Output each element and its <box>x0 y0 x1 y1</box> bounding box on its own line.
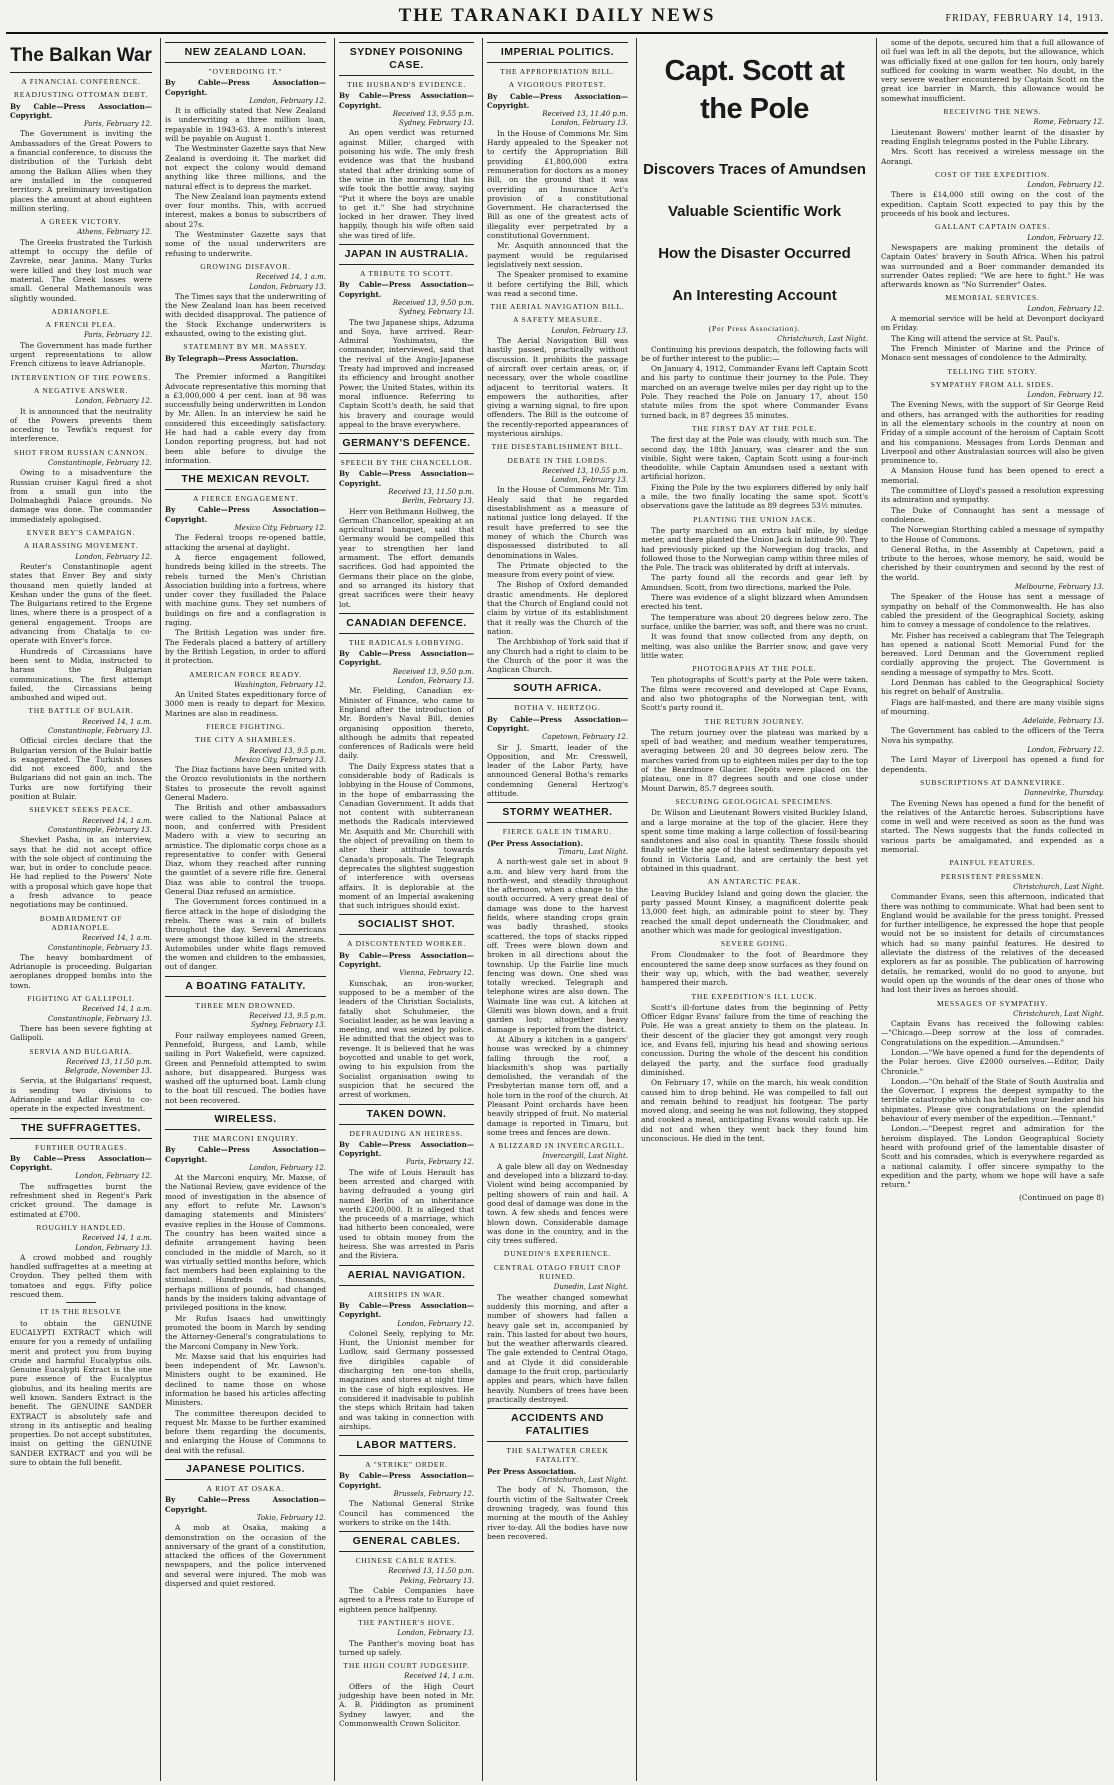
dateline: Received 13, 11.50 p.m. <box>66 1057 152 1066</box>
paragraph: The Aerial Navigation Bill was hastily passed, practically without discussion. It prohibits the passage of aircraft over certain areas, or, if necessary, over the whole coastline adjacent to territorial waters. It empowers the authorities, after giving a warning signal, to fire upon offenders. The Bill is the outcome of the recently-reported appearances of mysterious airships. <box>487 336 628 438</box>
article-title: GENERAL CABLES. <box>339 1531 474 1552</box>
dateline: London, February 12. <box>249 96 326 105</box>
section-subhead: THE RETURN JOURNEY. <box>704 716 805 726</box>
section-head: SHEVKET SEEKS PEACE. <box>29 805 133 815</box>
paragraph: Dr. Wilson and Lieutenant Bowers visited Buckley Island, and a large moraine at the top of the glacier. Here they spent some time making a large collection of fossil-bearing sandstones and also coal in quantity. These fossils should finally settle the age of the latest sedimentary deposits yet found in Victoria Land, and are certainly the best yet obtained in this quadrant. <box>641 808 868 874</box>
dateline: London, February 12. <box>1027 391 1104 400</box>
masthead <box>6 0 1108 34</box>
article-title: A BOATING FATALITY. <box>165 976 326 997</box>
article-title: SYDNEY POISONING CASE. <box>339 42 474 76</box>
section-subhead: A TRIBUTE TO SCOTT. <box>359 269 454 279</box>
dateline: Constantinople, February 13. <box>47 943 152 952</box>
dateline: Timaru, Last Night. <box>558 847 628 856</box>
paragraph: The party marched on an extra half mile, by sledge meter, and there planted the Union Jack in latitude 90. They had previously picked up the Norwegian dog tracks, and followed those to the Norwegian camp within three miles of the Pole. The track was obliterated by drift at intervals. <box>641 525 868 573</box>
byline: By Cable—Press Association—Copyright. <box>487 91 628 110</box>
paragraph: From Cloudmaker to the foot of Beardmore they encountered the same deep snow surfaces as they found on their way up, which, with the bad weather, severely hampered their march. <box>641 950 868 988</box>
feature-headline: Capt. Scott at the Pole <box>664 55 845 125</box>
dateline: Melbourne, February 13. <box>1015 583 1104 592</box>
paragraph: Flags are half-masted, and there are many visible signs of mourning. <box>881 697 1104 716</box>
dateline: London, February 12. <box>397 1319 474 1328</box>
section-subhead: READJUSTING OTTOMAN DEBT. <box>13 90 149 100</box>
section-head: ENVER BEY'S CAMPAIGN. <box>26 528 136 538</box>
paragraph: The British and other ambassadors were called to the National Palace at noon, and conferred with President Madero with a view to securing an armistice. The diplomatic corps chose as a representative to confer with General Diaz, whom they reached after running the gauntlet of a severe rifle fire. General Diaz was able to control the troops. General Diaz refused an armistice. <box>165 803 326 897</box>
byline: By Cable—Press Association—Copyright. <box>165 505 326 524</box>
dateline: Received 14, 1 a.m. <box>82 816 152 825</box>
paragraph: The Premier informed a Rangitikei Advocate representative this morning that a £3,000,000 4 per cent. loan at 98 was successfully being underwritten in London by Mr. Allen. In an interview he said he considered this exceedingly satisfactory. He had had a cable every day from London reporting progress, but had not been able before to divulge the information. <box>165 372 326 465</box>
newspaper-title: THE TARANAKI DAILY NEWS <box>398 5 716 26</box>
paragraph: Mr Rufus Isaacs had unwittingly promoted the boom in March by sending the Attorney-General's congratulations to the Marconi Company in New York. <box>165 1313 326 1351</box>
paragraph: The British Legation was under fire. The Federals placed a battery of artillery by the British Legation, in order to afford it protection. <box>165 628 326 666</box>
dateline: Received 13, 9.5 p.m. <box>249 746 326 755</box>
byline: By Cable—Press Association—Copyright. <box>339 1139 474 1159</box>
paragraph: The wife of Louis Herault has been arrested and charged with having defrauded a young girl named Berlin of an inheritance worth £200,000. It is alleged that the proceeds of a marriage, which had hitherto been concealed, were used to obtain money from the heiress. She was arrested in Paris and the Riviera. <box>339 1167 474 1261</box>
paragraph: The Lord Mayor of Liverpool has opened a fund for dependents. <box>881 755 1104 774</box>
dateline: Belgrade, November 13. <box>64 1067 152 1076</box>
article-title: CANADIAN DEFENCE. <box>339 613 474 634</box>
byline: (Per Press Association). <box>487 838 584 848</box>
dateline: London, February 12. <box>75 1172 152 1181</box>
dateline: Constantinople, February 13. <box>47 1014 152 1023</box>
paragraph: Mr. Asquith announced that the payment would be regularised legislatively next session. <box>487 241 628 269</box>
section-subhead: THE AERIAL NAVIGATION BILL. <box>490 302 625 312</box>
paragraph: The weather changed somewhat suddenly this morning, and after a number of showers had fallen a heavy gale set in, accompanied by rain. This lasted for about two hours, but the weather afterwards cleared. The gale extended to Central Otago, and at Clyde it did considerable damage to the fruit crop, particularly apples and pears, which have fallen heavily. Numbers of trees have been practically destroyed. <box>487 1292 628 1404</box>
dateline: Received 13, 9.50 p.m. <box>392 298 474 307</box>
paragraph: some of the depots, secured him that a full allowance of oil fuel was left in all the depots, but the allowance, which was officially fixed at one gallon for ten hours, only barely sufficed for cooking in warm weather. No doubt, in the very severe weather encountered by Captain Scott on the great ice barrier in March, this allowance would be somewhat insufficient. <box>881 38 1104 103</box>
section-subhead: GALLANT CAPTAIN OATES. <box>935 222 1050 232</box>
paragraph: Owing to a misadventure the Russian cruiser Kagul fired a shot from a small gun into the Dolmabaghdi Palace grounds. No damage was done. The commander immediately apologised. <box>10 468 152 524</box>
paragraph: Mr. Fielding, Canadian ex-Minister of Finance, who came to England after the introduction of Mr. Borden's Naval Bill, denies organising opposition thereto, although he admits that repeated conferences of Radicals were held daily. <box>339 686 474 761</box>
dateline: Athens, February 12. <box>77 228 152 237</box>
paragraph: Continuing his previous despatch, the following facts will be of further interest to the public:— <box>641 344 868 363</box>
article-title: TAKEN DOWN. <box>339 1104 474 1125</box>
paragraph: The first day at the Pole was cloudy, with much sun. The second day, the 18th January, was clearer and the sun visible. Sight were taken, Captain Scott using a four-inch theodolite, while Captain Amundsen used a sextant with artificial horizon. <box>641 435 868 482</box>
byline: (Per Press Association). <box>708 324 801 333</box>
section-subhead: RECEIVING THE NEWS. <box>943 107 1042 117</box>
dateline: London, February 12. <box>1027 304 1104 313</box>
section-subhead: DEBATE IN THE LORDS. <box>507 455 608 465</box>
article-title: NEW ZEALAND LOAN. <box>165 42 326 63</box>
section-subhead: THE DISESTABLISHMENT BILL. <box>491 442 624 452</box>
section-subhead: SPEECH BY THE CHANCELLOR. <box>340 458 473 468</box>
dateline: Sydney, February 13. <box>398 119 474 128</box>
paragraph: General Botha, in the Assembly at Capetown, paid a tribute to the heroes, whose memory, he said, would be cherished by their countrymen and second by the rest of the world. <box>881 544 1104 582</box>
paragraph: The Speaker of the House has sent a message of sympathy on behalf of the Commonwealth. He has also cabled the president of the Geographical Society, asking him to convey a message of condolence to the relatives. <box>881 592 1104 630</box>
section-head: A GREEK VICTORY. <box>40 217 122 227</box>
dateline: Received 14, 1 a.m. <box>82 1005 152 1014</box>
paragraph: In the House of Commons Mr. Sim Hardy appealed to the Speaker not to certify the Appropriation Bill providing £1,800,000 extra remuneration for doctors as a money Bill, on the ground that it was overriding an Insurance Act's provision of a constitutional Government. He characterised the Bill as one of the greatest acts of illegality ever perpetrated by a constitutional Government. <box>487 128 628 241</box>
section-head: SERVIA AND BULGARIA. <box>29 1046 133 1056</box>
paragraph: The Panther's moving boat has turned up safely. <box>339 1638 474 1657</box>
section-subhead: A BLIZZARD IN INVERCARGILL. <box>489 1141 626 1151</box>
section-subhead: THE HIGH COURT JUDGESHIP. <box>343 1661 470 1671</box>
paragraph: There was evidence of a slight blizzard when Amundsen erected his tent. <box>641 593 868 612</box>
dateline: London, February 12. <box>1027 746 1104 755</box>
paragraph: The Federal troops re-opened battle, attacking the arsenal at daylight. <box>165 533 326 552</box>
article-title: JAPAN IN AUSTRALIA. <box>339 244 474 265</box>
dateline: Christchurch, Last Night. <box>1013 1009 1104 1018</box>
section-subhead: PERSISTENT PRESSMEN. <box>940 871 1045 881</box>
paragraph: The French Minister of Marine and the Prince of Monaco sent messages of condolence to the Admiralty. <box>881 343 1104 363</box>
section-subhead: AIRSHIPS IN WAR. <box>367 1289 445 1299</box>
section-subhead: SUBSCRIPTIONS AT DANNEVIRKE. <box>920 777 1065 787</box>
dateline: Received 14, 1 a.m. <box>82 717 152 726</box>
article-title: AERIAL NAVIGATION. <box>339 1265 474 1286</box>
paragraph: In the House of Commons Mr. Tim Healy said that he regarded disestablishment as a measure of national justice long delayed. If the result have preferred to see the money of which the Church was dispossessed distributed to all denominations in Wales. <box>487 485 628 560</box>
dateline: Paris, February 12. <box>406 1158 474 1167</box>
article-title: GERMANY'S DEFENCE. <box>339 433 474 454</box>
paragraph: An open verdict was returned against Miller, charged with poisoning his wife. The only fresh evidence was that the husband stated that after drinking some of the wine in the morning that his wife took the bottle away, saying "Put it where the boys are unable to get it." She had strychnine locked in her drawer. They lived happily, though his wife often said she was tired of life. <box>339 128 474 240</box>
dateline: Christchurch, Last Night. <box>1013 882 1104 891</box>
section-subhead: SECURING GEOLOGICAL SPECIMENS. <box>675 796 834 806</box>
section-subhead: MEMORIAL SERVICES. <box>945 293 1040 303</box>
dateline: London, February 13. <box>551 119 628 128</box>
dateline: London, February 13. <box>75 1243 152 1252</box>
dateline: Paris, February 12. <box>84 120 152 129</box>
column-1 <box>6 38 156 1781</box>
dateline: Received 13, 10.55 p.m. <box>542 466 628 475</box>
section-subhead: THE RADICALS LOBBYING. <box>348 637 465 647</box>
section-subhead: COST OF THE EXPEDITION. <box>935 169 1050 179</box>
section-subhead: A "STRIKE" ORDER. <box>365 1460 448 1470</box>
dateline: London, February 12. <box>1027 233 1104 242</box>
dateline: London, February 13. <box>397 1629 474 1638</box>
section-subhead: A RIOT AT OSAKA. <box>206 1484 285 1494</box>
dateline: Rome, February 12. <box>1033 118 1104 127</box>
paragraph: The heavy bombardment of Adrianople is proceeding. Bulgarian aeroplanes dropped bombs into the town. <box>10 952 152 990</box>
column-3 <box>334 38 478 1781</box>
paragraph: Commander Evans, seen this afternoon, indicated that there was nothing to communicate. What had been sent to England would be available for the press tonight. Pressed for further intelligence, he expressed the hope that people would not be so insistent for details of circumstances which had so many painful features. He desired to alleviate the distress of the relatives of the deceased explorers as far as possible. The publication of harrowing details, he remarked, would do no good to anyone, but would open up the wounds of the dear ones of those who had lost their lives as heroes should. <box>881 892 1104 995</box>
section-subhead: A SAFETY MEASURE. <box>512 315 603 325</box>
byline: By Cable—Press Association—Copyright. <box>339 1300 474 1320</box>
paragraph: A memorial service will be held at Devonport dockyard on Friday. <box>881 314 1104 333</box>
feature-subheadline: Discovers Traces of Amundsen <box>643 161 866 178</box>
paragraph: The Evening News, with the support of Sir George Reid and others, has arranged with the authorities for reading in all the elementary schools in the country at noon on Friday of a simple account of the heroism of Captain Scott and his companions. Messages from Lords Denman and Liverpool and other Australasian sources will also be given prominence to. <box>881 400 1104 466</box>
paragraph: The return journey over the plateau was marked by a spell of bad weather, and medium weather temperatures, averaging between 20 and 30 degrees below zero. The marches varied from up to eighteen miles per day to the top of the Beardmore Glacier. Depôts were placed on the plateau, one in 87 degrees south and one close under Mount Darwin, 85.7 degrees south. <box>641 727 868 793</box>
paragraph: London.—"Deepest regret and admiration for the heroism displayed. The London Geographical Society heard with profound grief of the lamentable disaster of Scott and his comrades, which is everywhere regarded as a national calamity. I offer sincere sympathy to the expedition and the party, whom we hope will have a safe return." <box>881 1124 1104 1190</box>
section-head: SHOT FROM RUSSIAN CANNON. <box>14 447 148 457</box>
dateline: Brussels, February 12. <box>393 1490 474 1498</box>
byline: By Cable—Press Association—Copyright. <box>165 1495 326 1514</box>
section-head: STATEMENT BY MR. MASSEY. <box>183 342 308 352</box>
paragraph: The Westminster Gazette says that New Zealand is overdoing it. The market did not expect the colony would demand anything like three millions, and the natural effect is to depress the market. <box>165 144 326 191</box>
paragraph: The King will attend the service at St. Paul's. <box>891 333 1060 343</box>
section-subhead: FIERCE FIGHTING. <box>206 722 285 731</box>
section-subhead: A NEGATIVE ANSWER. <box>33 385 129 395</box>
divider <box>66 1302 96 1303</box>
paragraph: The suffragettes burnt the refreshment shed in Regent's Park cricket ground. The damage is estimated at £700. <box>10 1181 152 1219</box>
section-subhead: THE EXPEDITION'S ILL LUCK. <box>691 991 818 1001</box>
column-2 <box>160 38 330 1781</box>
dateline: Dunedin, Last Night. <box>553 1283 628 1292</box>
paragraph: The body of N. Thomson, the fourth victim of the Saltwater Creek drowning tragedy, was found this morning at the mouth of the Ashley river to-day. All the bodies have now been recovered. <box>487 1485 628 1541</box>
paragraph: A Mansion House fund has been opened to erect a memorial. <box>881 466 1104 485</box>
section-subhead: FIERCE GALE IN TIMARU. <box>502 827 613 837</box>
article-title: The Balkan War <box>10 38 152 73</box>
byline: By Cable—Press Association—Copyright. <box>487 714 628 733</box>
paragraph: Newspapers are making prominent the details of Captain Oates' bravery in South Africa. When his patrol was surrounded and a Boer commander demanded its surrender Oates replied: "We are here to fight." He was afterwards known as "No Surrender" Oates. <box>881 242 1104 290</box>
dateline: Received 14, 1 a.m. <box>404 1672 474 1681</box>
paragraph: A crowd mobbed and roughly handled suffragettes at a meeting at Croydon. They pelted them with tomatoes and eggs. Fifty police rescued them. <box>10 1252 152 1300</box>
section-subhead: THE PANTHER'S HOVE. <box>358 1617 455 1627</box>
section-subhead: PLANTING THE UNION JACK. <box>693 514 816 524</box>
paragraph: Reuter's Constantinople agent states that Enver Bey and sixty thousand men quietly landed at Keshan under the guns of the fleet. The Bulgarians retired to the Ergene lines, where there is a prospect of a general engagement. Troops are advancing from Chatalja to co-operate with Enver's force. <box>10 561 152 646</box>
dateline: London, February 13. <box>249 282 326 291</box>
paragraph: The Government forces continued in a fierce attack in the hope of dislodging the rebels. There was a rain of bullets throughout the day. Several Americans were amongst those killed in the streets. Automobiles under white flags removed the women and children to the embassies, out of danger. <box>165 897 326 972</box>
paragraph: It is officially stated that New Zealand is underwriting a three million loan, repayable in 1943-63. A month's interest will be payable on August 1. <box>165 106 326 144</box>
paragraph: The Diaz factions have been united with the Orozco revolutionists in the northern States to prosecute the revolt against General Madero. <box>165 765 326 803</box>
article-title: SOUTH AFRICA. <box>487 678 628 699</box>
paragraph: A fierce engagement followed, hundreds being killed in the streets. The rebels turned the Men's Christian Association building into a fortress, where under cover they fusilladed the Palace with machine guns. They set numbers of buildings on fire and a conflagration is raging. <box>165 552 326 628</box>
dateline: Christchurch, Last Night. <box>777 335 868 344</box>
dateline: Sydney, February 13. <box>398 308 474 317</box>
paragraph: The committee of Lloyd's passed a resolution expressing its admiration and sympathy. <box>881 486 1104 505</box>
dateline: Received 13, 9.5 p.m. <box>249 1012 326 1021</box>
section-subhead: DEFRAUDING AN HEIRESS. <box>349 1128 464 1138</box>
article-title: STORMY WEATHER. <box>487 802 628 823</box>
paragraph: Captain Evans has received the following cables:—"Chicago.—Deep sorrow at the loss of comrades. Congratulations on the expedition.—Amundsen." <box>881 1019 1104 1047</box>
dateline: Constantinople, February 13. <box>47 727 152 735</box>
section-subhead: PHOTOGRAPHS AT THE POLE. <box>692 664 817 674</box>
paragraph: Sir J. Smartt, leader of the Opposition, and Mr. Cresswell, leader of the Labor Party, have announced General Botha's remarks condemning General Hertzog's attitude. <box>487 742 628 799</box>
dateline: Received 14, 1 a.m. <box>82 1234 152 1243</box>
paragraph: The Bishop of Oxford demanded drastic amendments. He deplored that the Church of England could not claim by virtue of its establishment that it really was the Church of the nation. <box>487 580 628 636</box>
dateline: London, February 12. <box>75 552 152 561</box>
section-head: INTERVENTION OF THE POWERS. <box>11 372 151 382</box>
paragraph: Herr von Bethmann Hollweg, the German Chancellor, speaking at an agricultural banquet, said that Germany would be compelled this year to strengthen her land armament. The effort demands sacrifices. God had appointed the Germans their place on the globe, and so arranged its history that great sacrifices were their heavy lot. <box>339 506 474 609</box>
dateline: Received 13, 9.55 p.m. <box>392 109 474 118</box>
section-head: FIGHTING AT GALLIPOLI. <box>27 994 135 1004</box>
paragraph: It was found that snow collected from any depth, on melting, was also unlike the Barrier snow, and gave very little water. <box>641 632 868 660</box>
feature-subheadline: Valuable Scientific Work <box>667 203 842 220</box>
paragraph: The Norwegian Storthing cabled a message of sympathy to the House of Commons. <box>881 525 1104 544</box>
paragraph: Leaving Buckley Island and going down the glacier, the party passed Mount Kinsey, a magnificent dolerite peak 13,000 feet high, an admirable point to steer by. They reached the small depot underneath the Cloudmaker, and another which was made for geological investigation. <box>641 888 868 935</box>
paragraph: Mrs. Scott has received a wireless message on the Aorangi. <box>881 147 1104 166</box>
section-subhead: MESSAGES OF SYMPATHY. <box>936 998 1049 1008</box>
paragraph: Servia, at the Bulgarians' request, is sending two divisions to Adrianople and Adlar Keui to co-operate in the expected investment. <box>10 1076 152 1114</box>
paragraph: Fixing the Pole by the two explorers differed by only half a mile, the two finally locating the same spot. Scott's observations gave the latitude as 89 degrees 53½ minutes. <box>641 482 868 511</box>
paragraph: On January 4, 1912, Commander Evans left Captain Scott and his party to continue their journey to the Pole. They marched on an average twelve miles per day right up to the Pole. They reached the Pole on January 17, about 150 statute miles from the spot where Commander Evans turned back, in 87 degrees 35 minutes. <box>641 364 868 420</box>
paragraph: The Evening News has opened a fund for the benefit of the relatives of the Antarctic heroes. Subscriptions have come in well and were received as soon as the fund was started. The News suggests that the funds collected in various parts be amalgamated, and expended as a memorial. <box>881 798 1104 855</box>
section-subhead: DUNEDIN'S EXPERIENCE. <box>503 1249 612 1259</box>
article-title: SOCIALIST SHOT. <box>339 914 474 935</box>
paragraph: The Government is inviting the Ambassadors of the Great Powers to a financial conference, to discuss the distribution of the Turkish debt among the Balkan Allies when they are installed in the conquered territory. A preliminary investigation places the amount at about eighteen million sterling. <box>10 129 152 213</box>
byline: By Cable—Press Association—Copyright. <box>10 101 152 120</box>
dateline: London, February 12. <box>75 397 152 406</box>
section-subhead: FURTHER OUTRAGES. <box>34 1142 128 1152</box>
paragraph: The party found all the records and gear left by Amundsen. Scott, from two directions, marked the Pole. <box>641 573 868 592</box>
paragraph: The Cable Companies have agreed to a Press rate to Europe of eighteen pence halfpenny. <box>339 1586 474 1614</box>
section-subhead: A HARASSING MOVEMENT. <box>23 541 139 551</box>
paragraph: The committee thereupon decided to request Mr. Maxse to be further examined before them regarding the documents, and enlarging the House of Commons to deal with the refusal. <box>165 1408 326 1455</box>
paragraph: Lieutenant Bowers' mother learnt of the disaster by reading English telegrams posted in the Public Library. <box>881 127 1104 146</box>
section-subhead: "OVERDOING IT." <box>208 67 283 76</box>
section-head: A FINANCIAL CONFERENCE. <box>21 77 141 86</box>
dateline: Berlin, February 13. <box>402 497 474 506</box>
byline: By Cable—Press Association—Copyright. <box>339 1471 474 1490</box>
paragraph: The two Japanese ships, Adzuma and Soya, have arrived. Rear-Admiral Yoshimatsu, the commander, interviewed, said that the revival of the Anglo-Japanese Treaty had improved and increased its efficiency and brought another Power, the United States, within its moral influence. Referring to Captain Scott's death, he said that his bravery and courage would appeal to the brave everywhere. <box>339 317 474 429</box>
article-title: WIRELESS. <box>165 1109 326 1130</box>
paragraph: At the Marconi enquiry, Mr. Maxse, of the National Review, gave evidence of the mood of investigation in the absence of any effort to refute Mr. Lawson's damaging statements and Ministers' evasive replies in the House of Commons. The country has been waited since a definite arrangement having been concluded in the middle of March, so it was virtually settled months before, which fact members had been explaining to the stimulant. Hundreds of thousands, perhaps millions of pounds, had changed hands by the insiders taking advantage of privileged positions in the know. <box>165 1173 326 1313</box>
feature-subheadline: An Interesting Account <box>672 287 837 304</box>
paragraph: The Daily Express states that a considerable body of Radicals is lobbying in the House of Commons, in the hope of embarrassing the Canadian Government. It adds that not content with subterranean methods the Radicals interviewed Mr. Asquith and Mr. Churchill with the object of prevailing on them to alter their attitude towards Canada's proposals. The Telegraph deprecates the slightest suggestion of interference with overseas affairs. It is deplorable at the moment of an Imperial awakening that such intrigues should exist. <box>339 761 474 911</box>
section-subhead: CHINESE CABLE RATES. <box>355 1556 458 1566</box>
byline: By Cable—Press Association—Copyright. <box>339 91 474 110</box>
dateline: Sydney, February 13. <box>250 1021 326 1030</box>
paragraph: At Albury a kitchen in a gangers' house was wrecked by a chimney falling through the roof, a blacksmith's shop was partially demolished, the verandah of the Presbyterian manse torn off, and a hole torn in the roof of the church. At Pleasant Point orchards have been heavily stripped of fruit. No material damage is reported in Timaru, but some trees and fences are down. <box>487 1034 628 1137</box>
paragraph: Four railway employees named Green, Pennefold, Burgess, and Lamb, while sailing in Port Wakefield, were capsized. Green and Pennefold attempted to swim ashore, but disappeared. Burgess was washed off the upturned boat. Lamb clung to the boat till rescued. The bodies have not been recovered. <box>165 1030 326 1105</box>
dateline: Received 14, 1 a.m. <box>256 273 326 282</box>
dateline: Vienna, February 12. <box>399 969 474 978</box>
dateline: Christchurch, Last Night. <box>537 1476 628 1485</box>
dateline: Constantinople, February 13. <box>47 825 152 834</box>
paragraph: The Primate objected to the measure from every point of view. <box>487 560 628 580</box>
article-title: LABOR MATTERS. <box>339 1435 474 1456</box>
paragraph: Mr. Fisher has received a cablegram that The Telegraph has opened a national Scott Memorial Fund for the bereaved. Lord Denman and the Government replied cordially approving the project. The Government is sending a message of sympathy to Mrs. Scott. <box>881 630 1104 677</box>
dateline: Paris, February 12. <box>84 331 152 340</box>
paragraph: The National General Strike Council has commenced the workers to strike on the 14th. <box>339 1499 474 1527</box>
dateline: London, February 12. <box>1027 181 1104 190</box>
feature-subheadline: How the Disaster Occurred <box>658 245 851 262</box>
section-subhead: A FIERCE ENGAGEMENT. <box>192 494 299 504</box>
section-subhead: ROUGHLY HANDLED. <box>36 1222 126 1232</box>
paragraph: The Times says that the underwriting of the New Zealand loan has been received with decided disapproval. The patience of the Stock Exchange underwriters is exhausted, owing to the existing glut. <box>165 291 326 339</box>
paragraph: The Westminster Gazette says that some of the usual underwriters are refusing to underwrite. <box>165 230 326 258</box>
dateline: Dannevirke, Thursday. <box>1024 789 1104 798</box>
continued-note: (Continued on page 8) <box>1018 1193 1104 1203</box>
section-head: THE BATTLE OF BULAIR. <box>28 706 134 716</box>
paragraph: Official circles declare that the Bulgarian version of the Bulair battle is exaggerated. The Turkish losses did not exceed 800, and the Bulgarians did not gain an inch. The Turks are now fortifying their position at Bulair. <box>10 736 152 802</box>
column-5 <box>636 38 872 1781</box>
paragraph: Mr. Maxse said that his enquiries had been independent of Mr. Lawson's. Ministers ought to be examined. He declined to name those on whose information he based his articles affecting Ministers. <box>165 1351 326 1408</box>
section-subhead: THREE MEN DROWNED. <box>195 1000 296 1010</box>
column-6 <box>876 38 1108 1781</box>
dateline: Received 13, 9.50 p.m. <box>392 667 474 676</box>
dateline: Invercargill, Last Night. <box>542 1152 628 1161</box>
dateline: Tokio, February 12. <box>256 1513 326 1522</box>
dateline: London, February 12. <box>249 1163 326 1172</box>
dateline: Mexico City, February 12. <box>234 524 326 533</box>
article-title: ACCIDENTS AND FATALITIES <box>487 1408 628 1442</box>
paragraph: Lord Denman has cabled to the Geographical Society his regret on behalf of Australia. <box>881 678 1104 697</box>
section-subhead: A DISCONTENTED WORKER. <box>347 939 466 949</box>
dateline: Capetown, February 12. <box>542 733 628 742</box>
paragraph: Shevket Pasha, in an interview, says that he did not accept office with the sole object of continuing the war, but in order to conclude peace. He had replied to the Powers' Note with a proposal which gave hope that a fresh advance to peace negotiations may be continued. <box>10 835 152 910</box>
byline: By Cable—Press Association—Copyright. <box>339 280 474 299</box>
section-head: BOMBARDMENT OF ADRIANOPLE. <box>39 913 123 932</box>
section-subhead: THE MARCONI ENQUIRY. <box>192 1133 299 1143</box>
section-subhead: BOTHA V. HERTZOG. <box>514 703 601 713</box>
paragraph: The Government has made further urgent representations to allow French citizens to leave Adrianople. <box>10 340 152 369</box>
dateline: Adelaide, February 13. <box>1022 717 1104 726</box>
dateline: Mexico City, February 13. <box>234 755 326 764</box>
section-subhead: AMERICAN FORCE READY. <box>189 669 302 679</box>
article-title: IMPERIAL POLITICS. <box>487 42 628 63</box>
byline: By Cable—Press Association—Copyright. <box>339 649 474 668</box>
byline: By Telegraph—Press Association. <box>165 353 299 363</box>
paragraph: London.—"We have opened a fund for the dependents of the Polar heroes. Give £2000 ourselves.—Editor, Daily Chronicle." <box>881 1047 1104 1076</box>
article-title: THE MEXICAN REVOLT. <box>165 469 326 490</box>
dateline: Received 13, 11.50 p.m. <box>388 1567 474 1576</box>
paragraph: A mob at Osaka, making a demonstration on the occasion of the anniversary of the grant of a constitution, attacked the offices of the Government newspapers, and the police intervened and several were injured. The mob was dispersed and quiet restored. <box>165 1523 326 1589</box>
section-head: ADRIANOPLE. <box>51 306 111 316</box>
paragraph: There is £14,000 still owing on the cost of the expedition. Captain Scott expected to pay this by the proceeds of his book and lectures. <box>881 190 1104 219</box>
section-subhead: AN ANTARCTIC PEAK. <box>707 877 802 887</box>
paragraph: Ten photographs of Scott's party at the Pole were taken. The films were recovered and developed at Cape Evans, and also two photographs of the Norwegian tent, with Scott's party round it. <box>641 675 868 713</box>
byline: By Cable—Press Association—Copyright. <box>339 469 474 488</box>
issue-date: FRIDAY, FEBRUARY 14, 1913. <box>945 13 1104 24</box>
dateline: Marton, Thursday. <box>260 362 326 371</box>
dateline: London, February 13. <box>551 326 628 335</box>
byline: By Cable—Press Association—Copyright. <box>339 950 474 970</box>
section-subhead: TELLING THE STORY. <box>947 366 1038 376</box>
section-subhead: THE APPROPRIATION BILL. <box>500 67 615 76</box>
dateline: Received 13, 11.50 p.m. <box>388 487 474 496</box>
paragraph: The Greeks frustrated the Turkish attempt to occupy the defile of Zavreke, near Janina. Many Turks were killed and they lost much war material. The Greek losses were small. General Mathemanouls was slightly wounded. <box>10 237 152 303</box>
dateline: Constantinople, February 12. <box>47 458 152 467</box>
dateline: Peking, February 13. <box>399 1576 474 1585</box>
section-subhead: A FRENCH PLEA. <box>45 320 117 330</box>
paragraph: A gale blew all day on Wednesday and developed into a blizzard to-day. Violent wind being accompanied by pelting showers of rain and hail. A good deal of damage was done in the town. A few sheds and fences were blown down. Considerable damage was done in the country, and in the city trees suffered. <box>487 1161 628 1246</box>
dateline: Received 14, 1 a.m. <box>82 934 152 943</box>
section-subhead: THE FIRST DAY AT THE POLE. <box>691 423 818 433</box>
paragraph: There has been severe fighting at Gallipoli. <box>10 1023 152 1043</box>
section-subhead: SYMPATHY FROM ALL SIDES. <box>930 379 1055 389</box>
paragraph: The Duke of Connaught has sent a message of condolence. <box>881 505 1104 524</box>
dateline: Received 13, 11.40 p.m. <box>542 110 628 119</box>
dateline: London, February 13. <box>397 677 474 686</box>
byline: By Cable—Press Association—Copyright. <box>165 78 326 97</box>
advertisement-head: IT IS THE RESOLVE <box>40 1307 122 1317</box>
paragraph: Colonel Seely, replying to Mr. Hunt, the Unionist member for Ludlow, said Germany possessed five dirigibles capable of discharging ten one-ton shells, magazines and stores at night time in the case of high explosives. He considered it inadvisable to publish the steps which Britain had taken and was taking in connection with airships. <box>339 1328 474 1431</box>
paragraph: It is announced that the neutrality of the Powers prevents them acceding to Tewfik's request for interference. <box>10 406 152 444</box>
paragraph: Hundreds of Circassians have been sent to Midia, instructed to harass the Bulgarian communications. The first attempt failed, the Circassians being ambushed and wiped out. <box>10 646 152 703</box>
columns <box>6 38 1108 1781</box>
section-subhead: A VIGOROUS PROTEST. <box>508 80 607 90</box>
article-title: THE SUFFRAGETTES. <box>10 1118 152 1139</box>
paragraph: On February 17, while on the march, his weak condition caused him to drop behind. He was compelled to fall out and remain behind to readjust his footgear. The party moved along, and seeing he was not following, they stopped and cooked a meal, anticipating Evans would catch up. He did not and when they went back they found him unconscious. He died in the tent. <box>641 1078 868 1144</box>
advertisement-text: to obtain the GENUINE EUCALYPTI EXTRACT which will ensure for you a remedy of unfailing merit and protect you from buying crude and harmful Eucalyptus oils. Genuine Eucalypti Extract is the one pure essence of the Eucalyptus globulus, and its healing merits are well known. Sanders Extract is the benefit. The GENUINE SANDER EXTRACT is absolutely safe and strong in its antiseptic and healing properties. Do not accept substitutes, insist on getting the GENUINE SANDER EXTRACT and you will be sure to obtain the full benefit. <box>10 1318 152 1468</box>
paragraph: The Government has cabled to the officers of the Terra Nova his sympathy. <box>881 726 1104 745</box>
byline: By Cable—Press Association—Copyright. <box>10 1153 152 1173</box>
paragraph: Scott's ill-fortune dates from the beginning of Petty Officer Edgar Evans' failure from the time of reaching the Pole. He was a great anxiety to them on the plateau. In their descent of the glacier they got amongst very rough ice, and Evans fell, injuring his head and showing serious concussion. During the whole of the descent his condition delayed the party, and the surface food gradually diminished. <box>641 1002 868 1077</box>
paragraph: Kunschak, an iron-worker, supposed to be a member of the leaders of the Christian Socialists, fatally shot Schuhmeier, the Socialist leader, as he was leaving a meeting, and was seized by police. He admitted that the object was to revenge. It is believed that he was boycotted and unable to get work, owing to his expulsion from the Socialist organisation owing to suspicion that he secured the arrest of workmen. <box>339 978 474 1100</box>
section-subhead: GROWING DISFAVOR. <box>200 261 291 271</box>
byline: By Cable—Press Association—Copyright. <box>165 1145 326 1164</box>
dateline: Washington, February 12. <box>234 680 326 689</box>
section-subhead: THE CITY A SHAMBLES. <box>195 735 296 745</box>
section-subhead: THE HUSBAND'S EVIDENCE. <box>346 80 467 89</box>
dateline: London, February 13. <box>551 476 628 485</box>
paragraph: London.—"On behalf of the State of South Australia and the Governor, I express the deepest sympathy to the terrible catastrophe which has befallen your leader and his shipmates. Please give congratulations on the splendid behaviour of every member of the expedition.—Tennant." <box>881 1076 1104 1124</box>
paragraph: An United States expeditionary force of 3000 men is ready to depart for Mexico. Marines are also in readiness. <box>165 690 326 718</box>
article-title: JAPANESE POLITICS. <box>165 1459 326 1480</box>
column-4 <box>482 38 632 1781</box>
section-subhead: CENTRAL OTAGO FRUIT CROP RUINED. <box>493 1262 622 1282</box>
paragraph: The New Zealand loan payments extend over four months. This, with accrued interest, makes a bonus to subscribers of about 27s. <box>165 191 326 229</box>
paragraph: Offers of the High Court judgeship have been noted in Mr. A. B. Piddington as prominent Sydney lawyer, and the Commonwealth Crown Solicitor. <box>339 1681 474 1728</box>
paragraph: The temperature was about 20 degrees below zero. The surface, unlike the barrier, was soft, and there was no crust. <box>641 612 868 631</box>
paragraph: The Speaker promised to examine it before certifying the Bill, which was read a second time. <box>487 270 628 298</box>
paragraph: A north-west gale set in about 9 a.m. and blew very hard from the north-west, and steadily throughout the afternoon, when a change to the south occurred. A very great deal of damage was done to the harvest fields, where standing crops grain was badly thrashed, stooks scattered, the tops of stacks ripped off. Trees were blown down and broken in all directions about the township. Up the Fairlie line much fencing was down. One shed was totally wrecked. Telegraph and telephone wires are also down. The Waimate line was cut. A kitchen at Gleniti was blown down, and a fruit garden lost; altogether heavy damage is reported from the district. <box>487 857 628 1034</box>
section-subhead: PAINFUL FEATURES. <box>949 858 1036 868</box>
byline: Per Press Association. <box>487 1466 577 1476</box>
section-subhead: SEVERE GOING. <box>720 939 789 949</box>
section-subhead: THE SALTWATER CREEK FATALITY. <box>506 1446 609 1465</box>
paragraph: The Archbishop of York said that if any Church had a right to claim to be the Church of the poor it was the Anglican Church. <box>487 637 628 675</box>
